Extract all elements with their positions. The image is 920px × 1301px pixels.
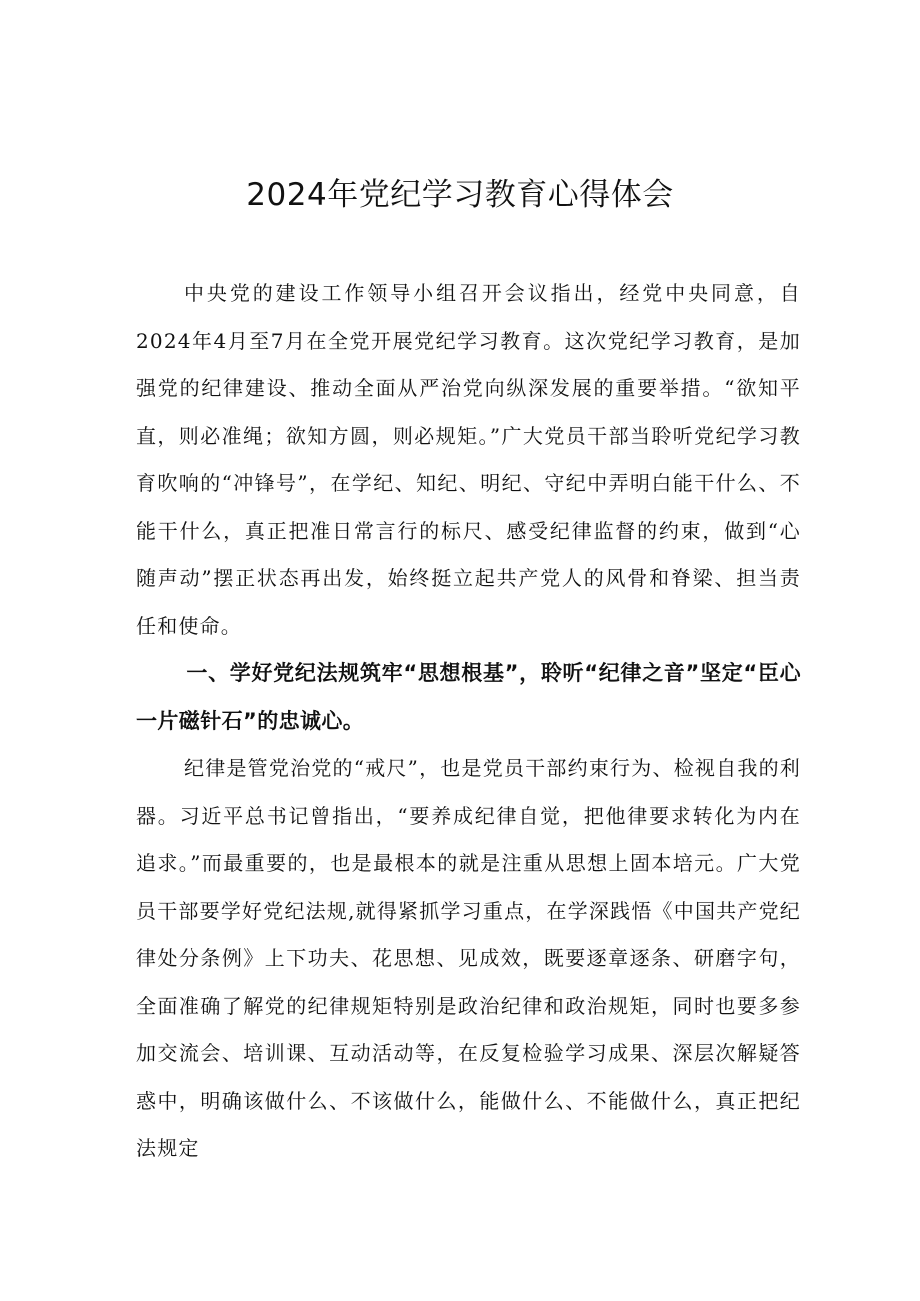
document-title: 2024年党纪学习教育心得体会 <box>246 177 674 213</box>
section-1-paragraph: 纪律是管党治党的“戒尺”，也是党员干部约束行为、检视自我的利器。习近平总书记曾指出，“要养成纪律自觉，把他律要求转化为内在追求。”而最重要的，也是最根本的就是注重从思想上固本培元。广大党员干部要学好党纪法规,就得紧抓学习重点，在学深践悟《中国共产党纪律处分条例》上下功夫、花思想、见成效，既要逐章逐条、研磨字句，全面准确了解党的纪律规矩特别是政治纪律和政治规矩，同时也要多参加交流会、培训课、互动活动等，在反复检验学习成果、深层次解疑答惑中，明确该做什么、不该做什么，能做什么、不能做什么，真正把纪法规定 <box>136 756 801 1160</box>
intro-paragraph: 中央党的建设工作领导小组召开会议指出，经党中央同意，自2024年4月至7月在全党开展党纪学习教育。这次党纪学习教育，是加强党的纪律建设、推动全面从严治党向纵深发展的重要举措。“欲知平直，则必准绳；欲知方圆，则必规矩。”广大党员干部当聆听党纪学习教育吹响的“冲锋号”，在学纪、知纪、明纪、守纪中弄明白能干什么、不能干什么，真正把准日常言行的标尺、感受纪律监督的约束，做到“心随声动”摆正状态再出发，始终挺立起共产党人的风骨和脊梁、担当责任和使命。 <box>136 281 801 638</box>
document-body <box>136 270 801 1173</box>
section-heading-1: 一、学好党纪法规筑牢“思想根基”，聆听“纪律之音”坚定“臣心一片磁针石”的忠诚心。 <box>136 661 801 733</box>
